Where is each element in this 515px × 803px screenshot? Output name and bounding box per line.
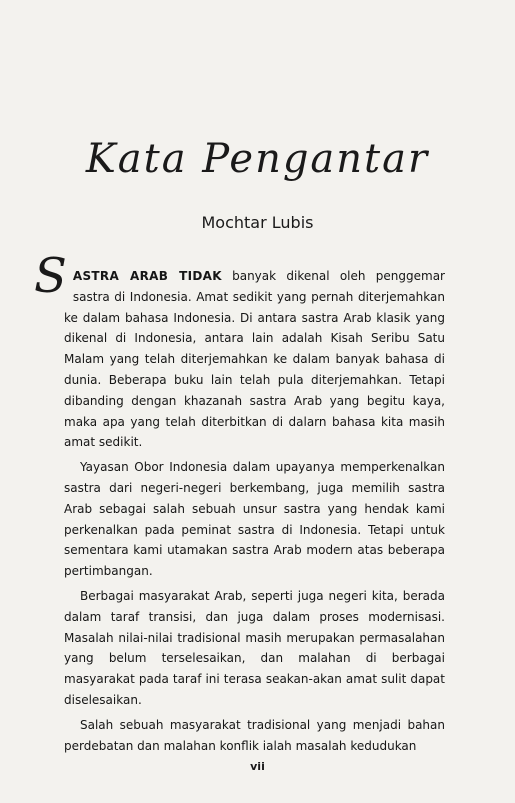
lead-in-text: ASTRA ARAB TIDAK (72, 269, 222, 283)
paragraph-4: Salah sebuah masyarakat tradisional yang menjadi bahan perdebatan dan malahan konflik ialah masalah kedudukan (64, 717, 445, 753)
paragraph-1 (34, 248, 445, 453)
paragraph-1-text: banyak dikenal oleh penggemar sastra di Indonesia. Amat sedikit yang pernah diterjemahkan ke dalam bahasa Indonesia. Di antara sastra Arab klasik yang dikenal di Indonesia, antara lain adalah Kisah Seribu Satu Malam yang telah diterjemahkan ke dalam banyak bahasa di dunia. Beberapa buku lain telah pula diterjemahkan. Tetapi dibanding dengan khazanah sastra Arab yang begitu kaya, maka apa yang telah diterbitkan di dalarn bahasa kita masih amat sedikit. (64, 269, 445, 450)
paragraph-3: Berbagai masyarakat Arab, seperti juga negeri kita, berada dalam taraf transisi, dan juga dalam proses modernisasi. Masalah nilai-nilai tradisional masih merupakan permasalahan yang belum terselesaikan, dan malahan di berbagai masyarakat pada taraf ini terasa seakan-akan amat sulit dapat diselesaikan. (64, 588, 445, 707)
author-name: Mochtar Lubis (201, 213, 314, 232)
paragraph-2: Yayasan Obor Indonesia dalam upayanya memperkenalkan sastra dari negeri-negeri berkembang, juga memilih sastra Arab sebagai salah sebuah unsur sastra yang hendak kami perkenalkan pada peminat sastra di Indonesia. Tetapi untuk sementara kami utamakan sastra Arab modern atas beberapa pertimbangan. (64, 460, 445, 579)
drop-cap: S (34, 248, 67, 304)
page-number: vii (250, 760, 265, 773)
body-text (34, 248, 445, 760)
page-title: Kata Pengantar (85, 136, 430, 182)
